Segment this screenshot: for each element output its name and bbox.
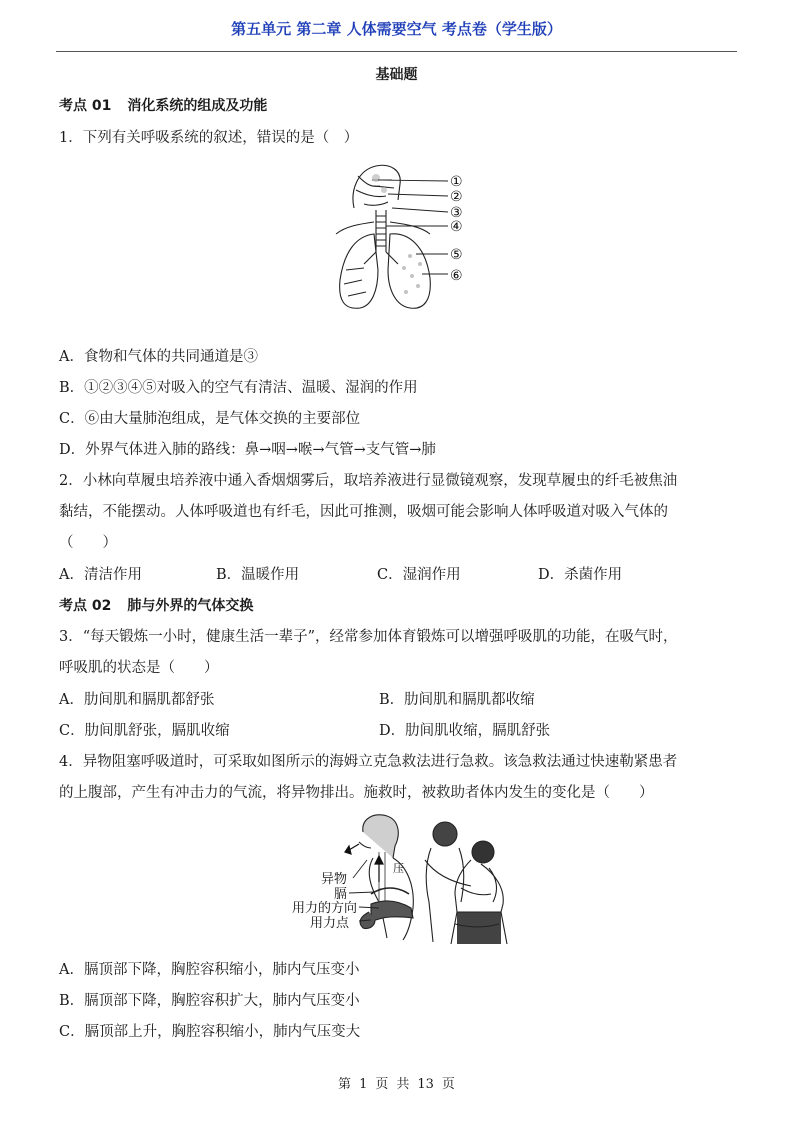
q4-option-b: B．膈顶部下降，胸腔容积扩大，肺内气压变小	[59, 993, 360, 1009]
footer-di: 第	[338, 1077, 352, 1092]
fig1-label-1: ①	[450, 174, 463, 190]
q2-stem-line-2: 黏结，不能摆动。人体呼吸道也有纤毛，因此可推测，吸烟可能会影响人体呼吸道对吸入气体的	[59, 504, 668, 520]
knowledge-point-1	[59, 95, 267, 115]
q4-option-a: A．膈顶部下降，胸腔容积缩小，肺内气压变小	[59, 962, 360, 978]
q3-option-c: C．肋间肌舒张，膈肌收缩	[59, 723, 230, 739]
heimlich-maneuver-figure	[275, 812, 520, 947]
fig2-label-diaphragm: 膈	[333, 887, 347, 902]
kp2-label: 考点 02	[59, 598, 112, 614]
q2-stem-line-3: （ ）	[59, 535, 117, 551]
section-title: 基础题	[375, 67, 418, 83]
page-footer	[0, 1073, 793, 1092]
fig2-label-foreign-body: 异物	[320, 872, 347, 887]
document-header-title: 第五单元 第二章 人体需要空气 考点卷（学生版）	[231, 20, 562, 38]
footer-page-number: 1	[359, 1077, 368, 1092]
q1-option-c: C．⑥由大量肺泡组成，是气体交换的主要部位	[59, 411, 361, 427]
q2-stem-line-1: 2．小林向草履虫培养液中通入香烟烟雾后，取培养液进行显微镜观察，发现草履虫的纤毛被焦油	[59, 473, 678, 489]
header-divider	[56, 51, 737, 52]
q2-option-c: C．湿润作用	[377, 567, 461, 583]
kp1-label: 考点 01	[59, 98, 112, 114]
footer-total-pages: 13	[417, 1077, 434, 1092]
fig2-label-force-direction: 用力的方向	[291, 901, 357, 916]
q2-option-d: D．杀菌作用	[538, 567, 623, 583]
q2-option-b: B．温暖作用	[216, 567, 300, 583]
fig1-label-6: ⑥	[450, 268, 463, 284]
fig1-label-5: ⑤	[450, 247, 463, 263]
q3-stem-line-2: 呼吸肌的状态是（ ）	[59, 660, 219, 676]
footer-gong: 共	[396, 1077, 410, 1092]
q4-option-c: C．膈顶部上升，胸腔容积缩小，肺内气压变大	[59, 1024, 361, 1040]
kp1-name: 消化系统的组成及功能	[127, 98, 268, 114]
q1-stem: 1．下列有关呼吸系统的叙述，错误的是（ ）	[59, 130, 359, 146]
q3-option-d: D．肋间肌收缩，膈肌舒张	[379, 723, 551, 739]
q1-option-d: D．外界气体进入肺的路线：鼻→咽→喉→气管→支气管→肺	[59, 442, 436, 458]
q1-option-a: A．食物和气体的共同通道是③	[59, 349, 258, 365]
q3-option-a: A．肋间肌和膈肌都舒张	[59, 692, 215, 708]
knowledge-point-2	[59, 595, 253, 615]
q1-option-b: B．①②③④⑤对吸入的空气有清洁、温暖、湿润的作用	[59, 380, 418, 396]
q3-stem-line-1: 3．“每天锻炼一小时，健康生活一辈子”，经常参加体育锻炼可以增强呼吸肌的功能，在吸气时，	[59, 629, 678, 645]
footer-ye: 页	[375, 1077, 389, 1092]
fig1-label-4: ④	[450, 219, 463, 235]
kp2-name: 肺与外界的气体交换	[127, 598, 254, 614]
q2-option-a: A．清洁作用	[59, 567, 142, 583]
footer-ye2: 页	[441, 1077, 455, 1092]
q4-stem-line-1: 4．异物阻塞呼吸道时，可采取如图所示的海姆立克急救法进行急救。该急救法通过快速勒紧患者	[59, 754, 678, 770]
q4-stem-line-2: 的上腹部，产生有冲击力的气流，将异物排出。施救时，被救助者体内发生的变化是（ ）	[59, 785, 654, 801]
q3-option-b: B．肋间肌和膈肌都收缩	[379, 692, 535, 708]
fig2-label-force-point: 用力点	[309, 916, 349, 931]
fig1-label-2: ②	[450, 189, 463, 205]
fig1-label-3: ③	[450, 205, 463, 221]
fig2-label-pressure: 压	[393, 862, 404, 875]
respiratory-system-figure	[334, 160, 474, 320]
